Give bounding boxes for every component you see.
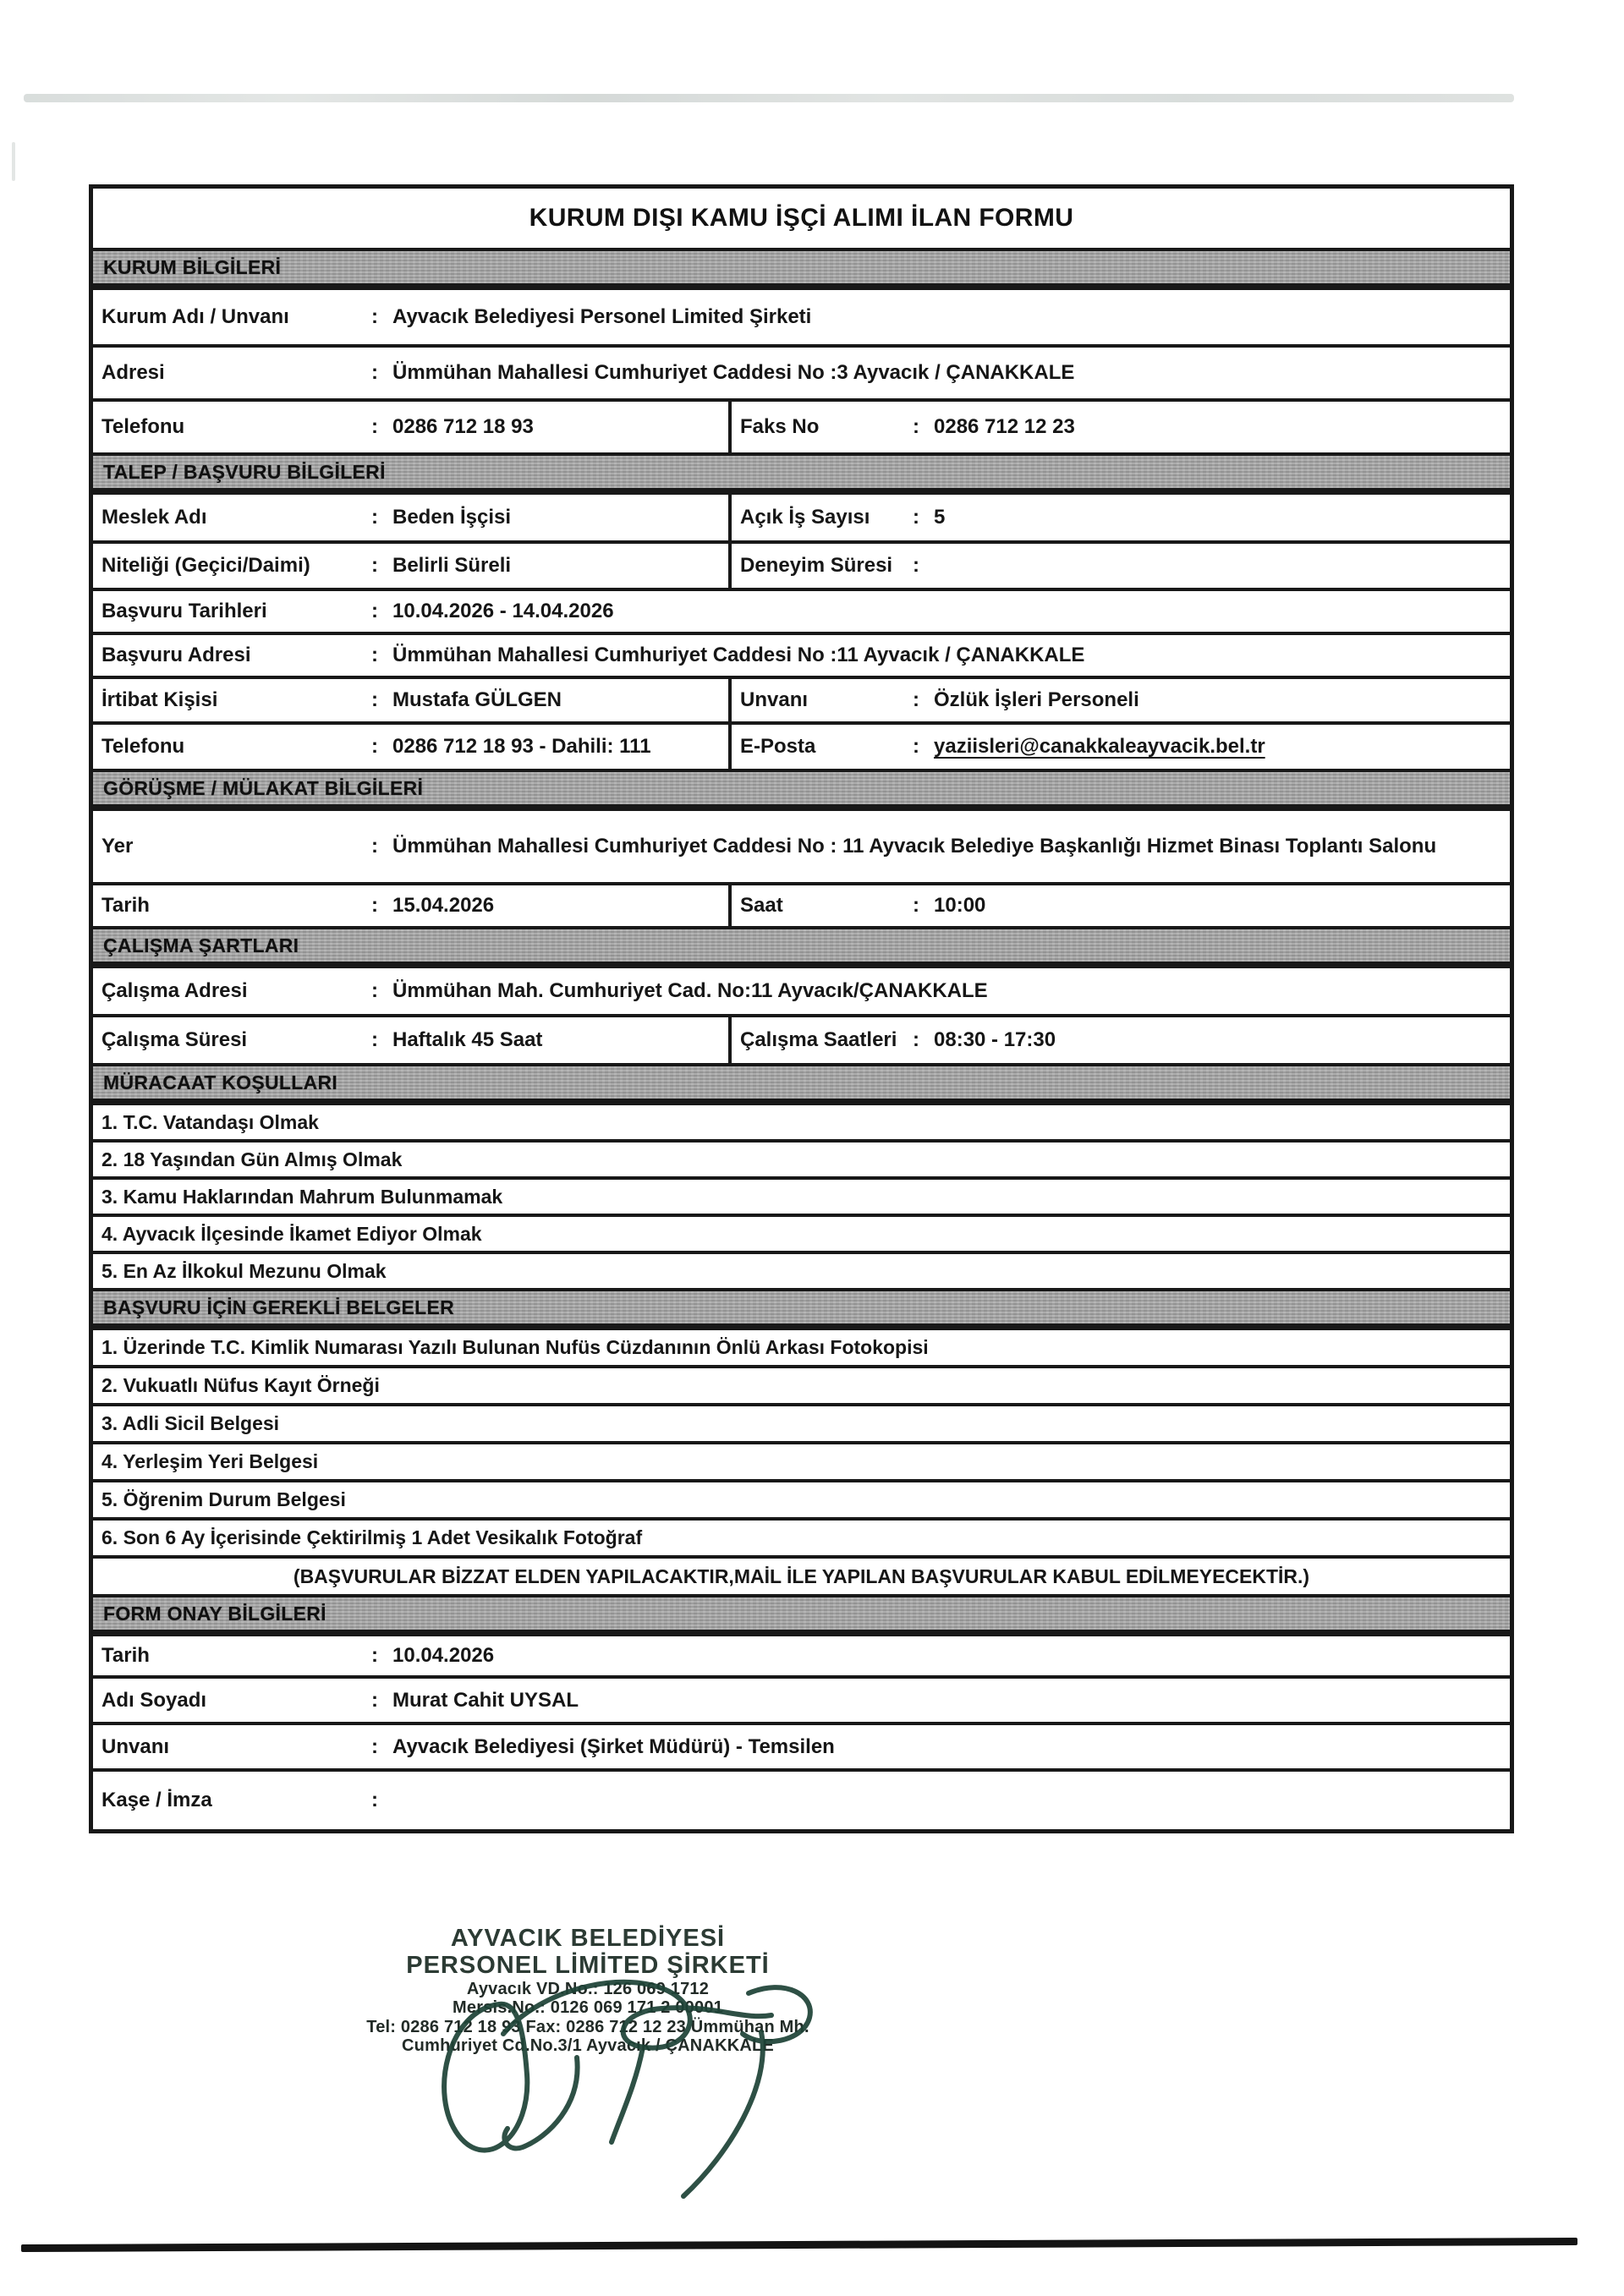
field-label: İrtibat Kişisi — [102, 688, 218, 711]
colon-separator: : — [371, 1028, 378, 1051]
requirement-text: 5. En Az İlkokul Mezunu Olmak — [102, 1259, 387, 1282]
row-irtibat-kisisi — [93, 676, 1510, 721]
field-value: 0286 712 18 93 — [392, 415, 534, 438]
field-label: Adresi — [102, 361, 165, 384]
section-header-label: KURUM BİLGİLERİ — [103, 255, 282, 278]
colon-separator: : — [371, 1789, 378, 1811]
application-note: (BAŞVURULAR BİZZAT ELDEN YAPILACAKTIR,MAİL İLE YAPILAN BAŞVURULAR KABUL EDİLMEYECEKTİR.) — [293, 1564, 1310, 1587]
field-value: 0286 712 12 23 — [934, 415, 1075, 438]
field-label: Meslek Adı — [102, 506, 207, 529]
form-title: KURUM DIŞI KAMU İŞÇİ ALIMI İLAN FORMU — [529, 204, 1074, 232]
document-text: 1. Üzerinde T.C. Kimlik Numarası Yazılı Bulunan Nufüs Cüzdanının Önlü Arkası Fotokopisi — [102, 1336, 929, 1358]
colon-separator: : — [371, 415, 378, 438]
colon-separator: : — [913, 415, 919, 438]
colon-separator: : — [371, 1644, 378, 1667]
document-item — [93, 1441, 1510, 1479]
document-item — [93, 1365, 1510, 1403]
field-label: Tarih — [102, 894, 150, 917]
field-label: Faks No — [728, 402, 905, 452]
section-header-label: MÜRACAAT KOŞULLARI — [103, 1071, 338, 1093]
colon-separator: : — [371, 305, 378, 328]
requirement-item — [93, 1214, 1510, 1251]
row-telefonu-eposta — [93, 721, 1510, 769]
field-value: 10.04.2026 - 14.04.2026 — [392, 600, 614, 622]
scan-artifact-top-smudge — [24, 94, 1514, 102]
field-label: Başvuru Tarihleri — [102, 600, 267, 622]
field-value: 08:30 - 17:30 — [934, 1028, 1056, 1051]
requirement-text: 3. Kamu Haklarından Mahrum Bulunmamak — [102, 1185, 503, 1208]
field-value: Ümmühan Mahallesi Cumhuriyet Caddesi No : 11 Ayvacık Belediye Başkanlığı Hizmet Binası Toplantı Salonu — [392, 835, 1437, 858]
signature-ink — [364, 1932, 820, 2262]
field-value: 10.04.2026 — [392, 1644, 495, 1667]
colon-separator: : — [913, 894, 919, 917]
row-kase-imza — [93, 1768, 1510, 1829]
field-label: Unvanı — [102, 1734, 170, 1758]
row-telefonu-faks — [93, 398, 1510, 452]
field-value: Beden İşçisi — [392, 506, 512, 529]
field-label: Tarih — [102, 1644, 150, 1667]
document-text: 2. Vukuatlı Nüfus Kayıt Örneği — [102, 1374, 380, 1396]
stamp-mersis-number: Mersis.No.: 0126 069 171 2 00001 — [453, 1998, 723, 2018]
field-label: Çalışma Adresi — [102, 979, 248, 1002]
field-value: Haftalık 45 Saat — [392, 1028, 543, 1051]
section-header-form-onay — [93, 1594, 1510, 1633]
colon-separator: : — [371, 735, 378, 758]
section-header-kurum-bilgileri — [93, 248, 1510, 287]
colon-separator: : — [913, 554, 919, 577]
field-label: Saat — [728, 885, 905, 926]
section-header-label: BAŞVURU İÇİN GEREKLİ BELGELER — [103, 1296, 455, 1318]
row-onay-tarih — [93, 1633, 1510, 1675]
requirement-text: 4. Ayvacık İlçesinde İkamet Ediyor Olmak — [102, 1222, 482, 1245]
scan-artifact-left-mark — [12, 142, 15, 181]
section-header-gerekli-belgeler — [93, 1288, 1510, 1327]
field-label: E-Posta — [728, 725, 905, 769]
row-yer — [93, 808, 1510, 882]
document-text: 6. Son 6 Ay İçerisinde Çektirilmiş 1 Adet Vesikalık Fotoğraf — [102, 1526, 643, 1548]
field-label: Deneyim Süresi — [728, 544, 905, 588]
colon-separator: : — [371, 600, 378, 622]
colon-separator: : — [371, 506, 378, 529]
field-label: Adı Soyadı — [102, 1688, 207, 1712]
row-calisma-adresi — [93, 965, 1510, 1014]
section-header-label: FORM ONAY BİLGİLERİ — [103, 1602, 326, 1625]
colon-separator: : — [913, 506, 919, 529]
field-value: Ayvacık Belediyesi (Şirket Müdürü) - Temsilen — [392, 1734, 835, 1758]
colon-separator: : — [371, 894, 378, 917]
colon-separator: : — [371, 1688, 378, 1712]
field-value: Ümmühan Mahallesi Cumhuriyet Caddesi No :3 Ayvacık / ÇANAKKALE — [392, 361, 1075, 384]
stamp-company-name-line2: PERSONEL LİMİTED ŞİRKETİ — [406, 1952, 770, 1980]
row-unvani — [93, 1722, 1510, 1768]
form-title-row — [93, 189, 1510, 248]
row-tarih-saat — [93, 882, 1510, 926]
field-value: 0286 712 18 93 - Dahili: 111 — [392, 735, 651, 758]
field-value: Murat Cahit UYSAL — [392, 1688, 579, 1712]
row-niteligi — [93, 540, 1510, 588]
section-header-label: GÖRÜŞME / MÜLAKAT BİLGİLERİ — [103, 776, 424, 799]
stamp-phone-fax: Tel: 0286 712 18 93 Fax: 0286 712 12 23 Ümmühan Mh. — [366, 2017, 809, 2036]
document-item — [93, 1327, 1510, 1365]
document-text: 3. Adli Sicil Belgesi — [102, 1412, 280, 1434]
field-value: Ümmühan Mahallesi Cumhuriyet Caddesi No :11 Ayvacık / ÇANAKKALE — [392, 644, 1085, 666]
document-text: 5. Öğrenim Durum Belgesi — [102, 1488, 346, 1510]
field-value: Belirli Süreli — [392, 554, 512, 577]
colon-separator: : — [913, 688, 919, 711]
stamp-address: Cumhuriyet Cd.No.3/1 Ayvacık / ÇANAKKALE — [402, 2036, 774, 2056]
requirement-item — [93, 1176, 1510, 1214]
requirement-item — [93, 1102, 1510, 1139]
document-item — [93, 1517, 1510, 1555]
field-label: Unvanı — [728, 679, 905, 721]
row-adi-soyadi — [93, 1675, 1510, 1722]
company-stamp — [283, 1925, 892, 2056]
document-item — [93, 1403, 1510, 1441]
scan-artifact-bottom-line — [21, 2238, 1577, 2252]
field-value: Ümmühan Mah. Cumhuriyet Cad. No:11 Ayvacık/ÇANAKKALE — [392, 979, 988, 1002]
application-note-row — [93, 1555, 1510, 1594]
colon-separator: : — [913, 735, 919, 758]
recruitment-form-table — [89, 184, 1514, 1833]
colon-separator: : — [371, 361, 378, 384]
row-basvuru-adresi — [93, 632, 1510, 676]
colon-separator: : — [913, 1028, 919, 1051]
requirement-item — [93, 1251, 1510, 1288]
row-adresi — [93, 344, 1510, 398]
stamp-company-name-line1: AYVACIK BELEDİYESİ — [450, 1925, 726, 1952]
field-label: Kaşe / İmza — [102, 1789, 212, 1811]
document-text: 4. Yerleşim Yeri Belgesi — [102, 1450, 319, 1472]
section-header-muracaat-kosullari — [93, 1063, 1510, 1102]
colon-separator: : — [371, 835, 378, 858]
field-value: 15.04.2026 — [392, 894, 495, 917]
section-header-gorusme-mulakat — [93, 769, 1510, 808]
document-item — [93, 1479, 1510, 1517]
field-label: Telefonu — [102, 415, 185, 438]
section-header-talep-basvuru — [93, 452, 1510, 491]
field-value: 10:00 — [934, 894, 986, 917]
field-label: Telefonu — [102, 735, 185, 758]
colon-separator: : — [371, 688, 378, 711]
stamp-tax-number: Ayvacık VD.No.: 126 069 1712 — [466, 1979, 710, 1998]
requirement-text: 1. T.C. Vatandaşı Olmak — [102, 1110, 319, 1133]
field-label: Kurum Adı / Unvanı — [102, 305, 289, 328]
field-label: Niteliği (Geçici/Daimi) — [102, 554, 310, 577]
colon-separator: : — [371, 979, 378, 1002]
field-value: 5 — [934, 506, 946, 529]
email-value: yaziisleri@canakkaleayvacik.bel.tr — [934, 735, 1265, 758]
field-label: Açık İş Sayısı — [728, 495, 905, 540]
field-label: Yer — [102, 835, 134, 858]
section-header-label: ÇALIŞMA ŞARTLARI — [103, 934, 299, 956]
row-meslek-adi — [93, 491, 1510, 540]
requirement-text: 2. 18 Yaşından Gün Almış Olmak — [102, 1148, 403, 1170]
row-basvuru-tarihleri — [93, 588, 1510, 632]
field-label: Çalışma Süresi — [102, 1028, 248, 1051]
field-value: Özlük İşleri Personeli — [934, 688, 1139, 711]
field-label: Başvuru Adresi — [102, 644, 251, 666]
colon-separator: : — [371, 1734, 378, 1758]
field-value: Mustafa GÜLGEN — [392, 688, 562, 711]
requirement-item — [93, 1139, 1510, 1176]
colon-separator: : — [371, 554, 378, 577]
row-kurum-adi — [93, 287, 1510, 344]
field-label: Çalışma Saatleri — [728, 1017, 905, 1063]
field-value: Ayvacık Belediyesi Personel Limited Şirketi — [392, 305, 812, 328]
section-header-calisma-sartlari — [93, 926, 1510, 965]
row-calisma-suresi — [93, 1014, 1510, 1063]
colon-separator: : — [371, 644, 378, 666]
section-header-label: TALEP / BAŞVURU BİLGİLERİ — [103, 460, 386, 483]
